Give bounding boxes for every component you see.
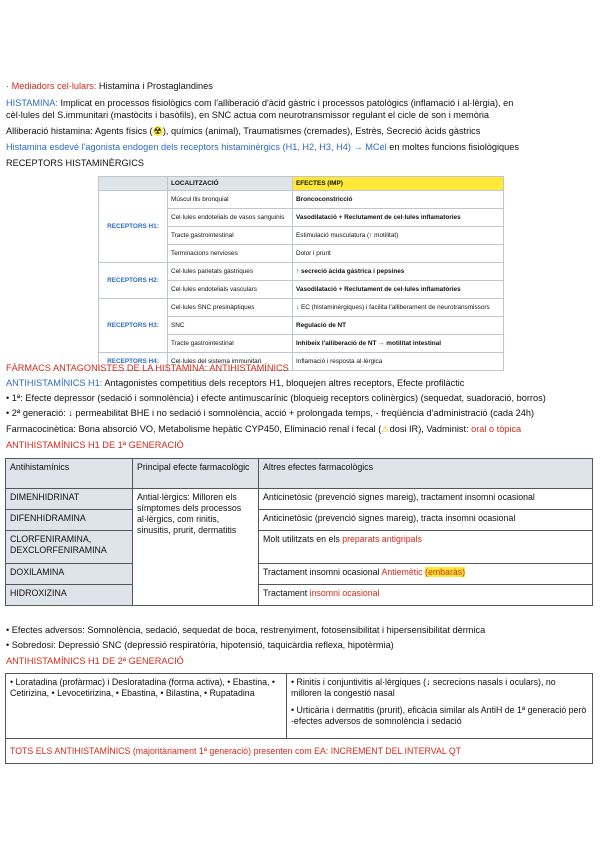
table-row bbox=[6, 674, 593, 739]
table-row bbox=[99, 191, 504, 209]
table-cell: Cel·lules SNC presinàptiques bbox=[168, 299, 293, 317]
overdose-line: • Sobredosi: Depressió SNC (depressió respiratòria, hipotensió, taquicàrdia reflexa, hipotèrmia) bbox=[6, 640, 394, 650]
gen2-heading: ANTIHISTAMÍNICS H1 DE 2ª GENERACIÓ bbox=[6, 656, 184, 666]
table-row bbox=[99, 263, 504, 281]
gen1-line: • 1ª: Efecte depressor (sedació i somnolència) i efecte antimuscarínic (bloqueig receptors colinèrgics) (sequedat, suadoració, borros) bbox=[6, 393, 546, 403]
table-row bbox=[6, 489, 593, 510]
receptor-h4-label: RECEPTORS H4: bbox=[99, 353, 168, 371]
antihist-h1-label: ANTIHISTAMÍNICS H1: bbox=[6, 378, 103, 388]
histamina-line bbox=[6, 97, 513, 109]
table1-header-name: Antihistamínics bbox=[6, 459, 133, 489]
receptor-h2-label: RECEPTORS H2: bbox=[99, 263, 168, 299]
drug-name: DOXILAMINA bbox=[6, 564, 133, 585]
table-cell: Múscul llis bronquial bbox=[168, 191, 293, 209]
table-cell: Vasodilatació + Reclutament de cel·lules inflamatòries bbox=[293, 281, 504, 299]
mediators-label: · Mediadors cel·lulars: bbox=[6, 81, 97, 91]
table-row bbox=[6, 585, 593, 606]
receptors-heading: RECEPTORS HISTAMINÈRGICS bbox=[6, 158, 144, 168]
drug-other-text: Molt utilitzats en els bbox=[263, 534, 343, 544]
table-cell: Cel·lules endotelials de vasos sanguinis bbox=[168, 209, 293, 227]
table1-header bbox=[6, 459, 593, 489]
table-cell: Terminacions nervioses bbox=[168, 245, 293, 263]
drug-other-effects bbox=[259, 564, 593, 585]
drug-other-text: Tractament insomni ocasional bbox=[263, 567, 382, 577]
agonist-line bbox=[6, 141, 519, 153]
drug-name: DIMENHIDRINAT bbox=[6, 489, 133, 510]
drug-other-highlight: (embaràs) bbox=[425, 567, 466, 577]
mediators-line bbox=[6, 80, 213, 92]
drug-other-text: Tractament bbox=[263, 588, 310, 598]
histamina-text: Implicat en processos fisiològics com l'alliberació d'àcid gàstric i processos patològics (inflamació i al·lèrgia), en bbox=[57, 98, 514, 108]
adverse-effects-line: • Efectes adversos: Somnolència, sedació, sequedat de boca, restrenyiment, fotosensibilitat i hipersensibilitat dèrmica bbox=[6, 625, 486, 635]
alliberacio-line bbox=[6, 125, 480, 137]
drug-name: HIDROXIZINA bbox=[6, 585, 133, 606]
alliberacio-text-b: ), químics (animal), Traumatismes (cremades), Estrès, Secreció àcids gàstrics bbox=[162, 126, 481, 136]
drug-name: CLORFENIRAMINA, DEXCLORFENIRAMINA bbox=[6, 531, 133, 564]
table-cell: ↑ secreció àcida gàstrica i pepsines bbox=[293, 263, 504, 281]
receptor-header-empty bbox=[99, 177, 168, 191]
table1-header-principal: Principal efecte farmacològic bbox=[133, 459, 259, 489]
table-cell: Cel·lules del sistema immunitari bbox=[168, 353, 293, 371]
drug-other-red: Antiemètic bbox=[381, 567, 426, 577]
table-row bbox=[6, 531, 593, 564]
shared-effect: Antial·lèrgics: Milloren els símptomes dels processos al·lèrgics, com rinitis, sinusitis, prurit, dermatitis bbox=[133, 489, 259, 606]
drug-other-red: preparats antigripals bbox=[342, 534, 422, 544]
histamina-label: HISTAMINA: bbox=[6, 98, 58, 108]
drug-other-red: insomni ocasional bbox=[309, 588, 380, 598]
drug-other-effects bbox=[259, 585, 593, 606]
table-cell: Regulació de NT bbox=[293, 317, 504, 335]
pk-line bbox=[6, 423, 521, 435]
table-row bbox=[99, 299, 504, 317]
table-row bbox=[6, 510, 593, 531]
receptor-h1-label: RECEPTORS H1: bbox=[99, 191, 168, 263]
gen2-effects-cell bbox=[287, 674, 593, 739]
radiation-icon: ☢ bbox=[153, 126, 162, 136]
gen2-drugs-cell: • Loratadina (profàrmac) i Desloratadina (forma activa), • Ebastina, • Cetirizina, • Levocetirizina, • Ebastina, • Bilastina, • Rupatadina bbox=[6, 674, 287, 739]
table-cell: Vasodilatació + Reclutament de cel·lules inflamatories bbox=[293, 209, 504, 227]
receptor-header-efectes: EFECTES (IMP) bbox=[293, 177, 504, 191]
pk-text-b: dosi IR), Vadminist: bbox=[389, 424, 469, 434]
table-cell: Cel·lules endotelials vasculars bbox=[168, 281, 293, 299]
receptor-h3-label: RECEPTORS H3: bbox=[99, 299, 168, 353]
table-cell: Broncoconstricció bbox=[293, 191, 504, 209]
warning-icon: ⚠ bbox=[381, 424, 390, 434]
qt-warning: TOTS ELS ANTIHISTAMÍNICS (majoritàriament 1ª generació) presenten com EA: INCREMENT DEL INTERVAL QT bbox=[6, 739, 593, 764]
pk-text-a: Farmacocinètica: Bona absorció VO, Metabolisme hepàtic CYP450, Eliminació renal i fecal ( bbox=[6, 424, 382, 434]
gen2-line: • 2ª generació: ↓ permeabilitat BHE i no sedació i somnolència, acció + prolongada temps, - freqüència d'administració (cada 24h) bbox=[6, 408, 535, 418]
table-cell: ↓ EC (histaminèrgiques) i facilita l'alliberament de neurotransmissors bbox=[293, 299, 504, 317]
drug-other-effects: Anticinetòsic (prevenció signes mareig), tractament insomni ocasional bbox=[259, 489, 593, 510]
agonist-text: Histamina esdevé l'agonista endogen dels receptors histaminèrgics (H1, H2, H3, H4) → MCel bbox=[6, 142, 387, 152]
drug-name: DIFENHIDRAMINA bbox=[6, 510, 133, 531]
antihist-h1-text: Antagonistes competitius dels receptors H1, bloquejen altres receptors, Efecte profilàctic bbox=[102, 378, 465, 388]
table-cell: Inhibeix l'alliberació de NT → motilitat intestinal bbox=[293, 335, 504, 353]
table-cell: Tracte gastrointestinal bbox=[168, 227, 293, 245]
table-cell: Inflamació i resposta al·lèrgica bbox=[293, 353, 504, 371]
gen2-effect-urticaria: • Urticària i dermatitis (prurit), eficàcia similar als AntiH de 1ª generació però -efectes adversos de somnolència i sedació bbox=[291, 705, 587, 726]
receptor-table bbox=[98, 176, 504, 371]
table-cell: Cel·lules parietals gàstriques bbox=[168, 263, 293, 281]
receptor-table-header bbox=[99, 177, 504, 191]
pk-red-text: oral o tòpica bbox=[468, 424, 522, 434]
table-cell: Estimulació musculatura (↑ motilitat) bbox=[293, 227, 504, 245]
alliberacio-text-a: Alliberació histamina: Agents físics ( bbox=[6, 126, 153, 136]
table1-header-altres: Altres efectes farmacològics bbox=[259, 459, 593, 489]
drug-other-effects bbox=[259, 531, 593, 564]
mediators-text: Histamina i Prostaglandines bbox=[96, 81, 213, 91]
table-cell: Tracte gastrointestinal bbox=[168, 335, 293, 353]
table-cell: Dolor i prurit bbox=[293, 245, 504, 263]
antihist-gen2-table bbox=[5, 673, 593, 764]
antihist-gen1-table bbox=[5, 458, 593, 606]
table-row bbox=[6, 739, 593, 764]
antihist-heading: FÀRMACS ANTAGONISTES DE LA HISTAMINA: ANTIHISTAMÍNICS bbox=[6, 363, 289, 373]
drug-other-effects: Anticinetòsic (prevenció signes mareig), tracta insomni ocasional bbox=[259, 510, 593, 531]
gen2-effect-rinitis: • Rinitis i conjuntivitis al·lèrgiques (↓ secrecions nasals i oculars), no milloren la congestió nasal bbox=[291, 677, 556, 698]
histamina-line-2: cèl·lules del S.immunitari (mastòcits i basòfils), en SNC actua com neurotransmissor regulant el cicle de son i memòria bbox=[6, 110, 490, 120]
table1-heading: ANTIHISTAMÍNICS H1 DE 1ª GENERACIÓ bbox=[6, 440, 184, 450]
receptor-header-localitzacio: LOCALITZACIÓ bbox=[168, 177, 293, 191]
antihist-h1-line bbox=[6, 377, 464, 389]
table-cell: SNC bbox=[168, 317, 293, 335]
agonist-suffix: en moltes funcions fisiològiques bbox=[386, 142, 519, 152]
table-row bbox=[6, 564, 593, 585]
